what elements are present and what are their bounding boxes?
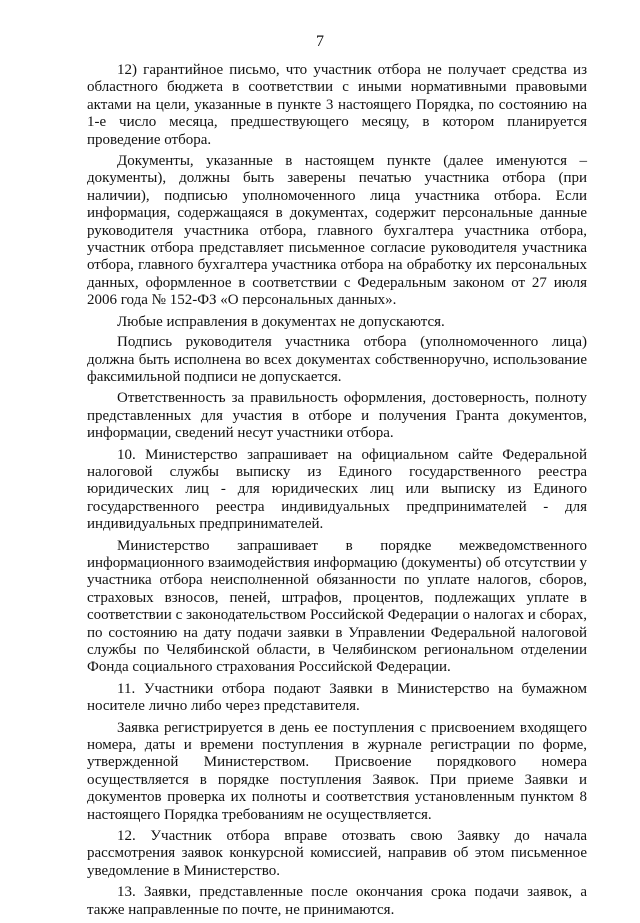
paragraph-responsibility: Ответственность за правильность оформления, достоверность, полноту представленных для участия в отборе и получения Гранта документов, информации, сведений несут участники отбора. <box>87 390 587 442</box>
paragraph-signature: Подпись руководителя участника отбора (уполномоченного лица) должна быть исполнена во всех документах собственноручно, использование факсимильной подписи не допускается. <box>87 334 587 385</box>
paragraph-registration: Заявка регистрируется в день ее поступления с присвоением входящего номера, даты и времени поступления в журнале регистрации по форме, утвержденной Министерством. Присвоение порядкового номера осуществляется в порядке поступления Заявок. При приеме Заявки и документов проверка их полноты и соответствия установленным пунктом 8 настоящего Порядка требованиям не осуществляется. <box>87 719 587 823</box>
paragraph-documents-certification: Документы, указанные в настоящем пункте (далее именуются – документы), должны быть заверены печатью участника отбора (при наличии), подписью уполномоченного лица участника отбора. Если информация, содержащаяся в документах, содержит персональные данные руководителя участника отбора, главного бухгалтера участника отбора, участник отбора представляет письменное согласие руководителя участника отбора, главного бухгалтера участника отбора на обработку их персональных данных, оформленное в соответствии с Федеральным законом от 27 июля 2006 года № 152-ФЗ «О персональных данных». <box>87 153 587 309</box>
paragraph-item-12: 12. Участник отбора вправе отозвать свою Заявку до начала рассмотрения заявок конкурсной комиссией, направив об этом письменное уведомление в Министерство. <box>87 828 587 879</box>
paragraph-item-10: 10. Министерство запрашивает на официальном сайте Федеральной налоговой службы выписку из Единого государственного реестра юридических лиц - для юридических лиц или выписку из Единого государственного реестра индивидуальных предпринимателей - для индивидуальных предпринимателей. <box>87 446 587 533</box>
page-number: 7 <box>316 33 324 50</box>
paragraph-no-corrections: Любые исправления в документах не допускаются. <box>117 313 445 330</box>
paragraph-guarantee-letter: 12) гарантийное письмо, что участник отбора не получает средства из областного бюджета в соответствии с иными нормативными правовыми актами на цели, указанные в пункте 3 настоящего Порядка, по состоянию на 1-е число месяца, предшествующего месяцу, в котором планируется проведение отбора. <box>87 62 587 148</box>
paragraph-interdepartmental-request: Министерство запрашивает в порядке межведомственного информационного взаимодействия информацию (документы) об отсутствии у участника отбора неисполненной обязанности по уплате налогов, сборов, страховых взносов, пеней, штрафов, процентов, подлежащих уплате в соответствии с законодательством Российской Федерации о налогах и сборах, по состоянию на дату подачи заявки в Управлении Федеральной налоговой службы по Челябинской области, в Челябинском региональном отделении Фонда социального страхования Российской Федерации. <box>87 537 587 676</box>
document-body <box>87 62 587 923</box>
paragraph-item-13: 13. Заявки, представленные после окончания срока подачи заявок, а также направленные по почте, не принимаются. <box>87 884 587 918</box>
paragraph-item-11: 11. Участники отбора подают Заявки в Министерство на бумажном носителе лично либо через представителя. <box>87 680 587 715</box>
